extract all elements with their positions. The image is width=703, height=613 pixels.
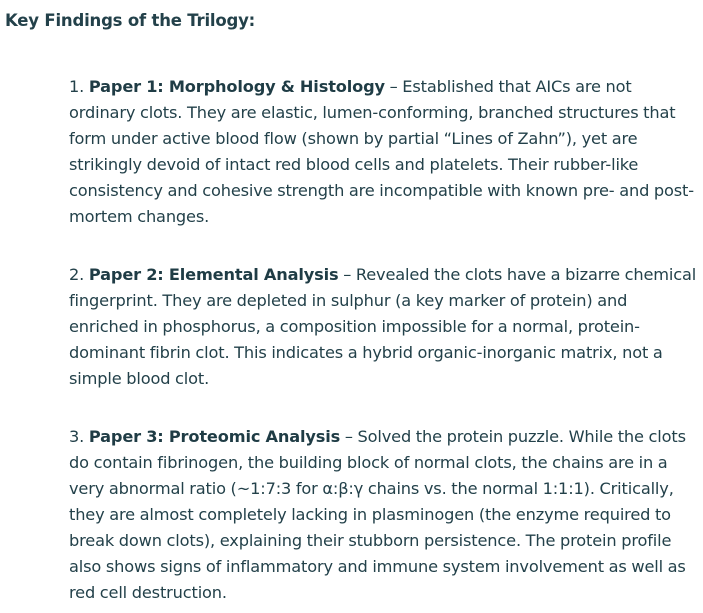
finding-title: Paper 1: Morphology & Histology <box>88 77 385 96</box>
finding-title: Paper 3: Proteomic Analysis <box>88 427 341 446</box>
finding-description: – Established that AICs are not ordinary clots. They are elastic, lumen-conforming, branched structures that form under active blood flow (shown by partial “Lines of Zahn”), yet are strikingly devoid of intact red blood cells and platelets. Their rubber-like consistency and cohesive strength are incompatible with known pre- and post-mortem changes. <box>69 77 694 226</box>
finding-item-1 <box>69 74 701 230</box>
finding-number: 3. <box>69 427 85 446</box>
finding-item-2 <box>69 262 701 392</box>
finding-number: 1. <box>69 77 85 96</box>
finding-title: Paper 2: Elemental Analysis <box>88 265 339 284</box>
finding-description: – Solved the protein puzzle. While the clots do contain fibrinogen, the building block of normal clots, the chains are in a very abnormal ratio (~1:7:3 for α:β:γ chains vs. the normal 1:1:1). Critically, they are almost completely lacking in plasminogen (the enzyme required to break down clots), explaining their stubborn persistence. The protein profile also shows signs of inflammatory and immune system involvement as well as red cell destruction. <box>69 427 686 602</box>
finding-description: – Revealed the clots have a bizarre chemical fingerprint. They are depleted in sulphur (a key marker of protein) and enriched in phosphorus, a composition impossible for a normal, protein-dominant fibrin clot. This indicates a hybrid organic-inorganic matrix, not a simple blood clot. <box>69 265 697 388</box>
finding-item-3 <box>69 424 701 606</box>
section-heading: Key Findings of the Trilogy: <box>5 11 256 30</box>
finding-number: 2. <box>69 265 85 284</box>
